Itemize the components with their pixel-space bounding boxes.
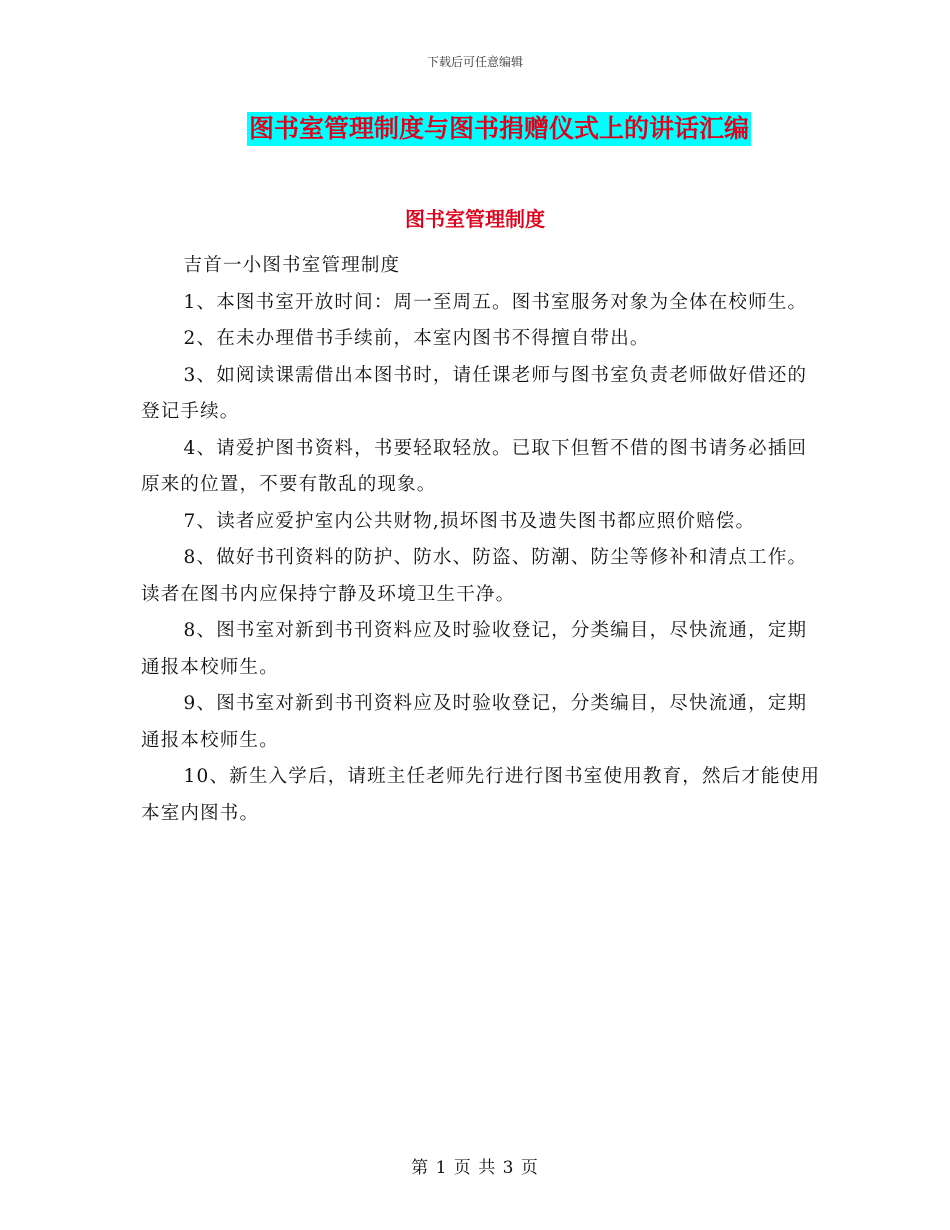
- paragraph: 10、新生入学后，请班主任老师先行进行图书室使用教育，然后才能使用本室内图书。: [141, 766, 821, 824]
- paragraph: 吉首一小图书室管理制度: [183, 255, 401, 276]
- paragraph: 4、请爱护图书资料，书要轻取轻放。已取下但暂不借的图书请务必插回原来的位置，不要有散乱的现象。: [141, 437, 808, 495]
- paragraph: 8、图书室对新到书刊资料应及时验收登记，分类编目，尽快流通，定期通报本校师生。: [141, 620, 808, 678]
- document-body: [141, 248, 821, 832]
- paragraph: 8、做好书刊资料的防护、防水、防盗、防潮、防尘等修补和清点工作。读者在图书内应保持宁静及环境卫生干净。: [141, 547, 808, 605]
- paragraph: 7、读者应爱护室内公共财物,损坏图书及遗失图书都应照价赔偿。: [183, 510, 756, 532]
- header-note: 下载后可任意编辑: [426, 55, 523, 69]
- document-title: 图书室管理制度与图书捐赠仪式上的讲话汇编: [247, 112, 751, 146]
- paragraph: 2、在未办理借书手续前，本室内图书不得擅自带出。: [183, 328, 650, 349]
- page-footer: 第 1 页 共 3 页: [411, 1158, 539, 1178]
- paragraph: 9、图书室对新到书刊资料应及时验收登记，分类编目，尽快流通，定期通报本校师生。: [141, 693, 808, 751]
- paragraph: 3、如阅读课需借出本图书时，请任课老师与图书室负责老师做好借还的登记手续。: [141, 364, 808, 422]
- section-title: 图书室管理制度: [405, 207, 545, 231]
- document-title-container: [0, 112, 950, 146]
- paragraph: 1、本图书室开放时间：周一至周五。图书室服务对象为全体在校师生。: [183, 291, 808, 313]
